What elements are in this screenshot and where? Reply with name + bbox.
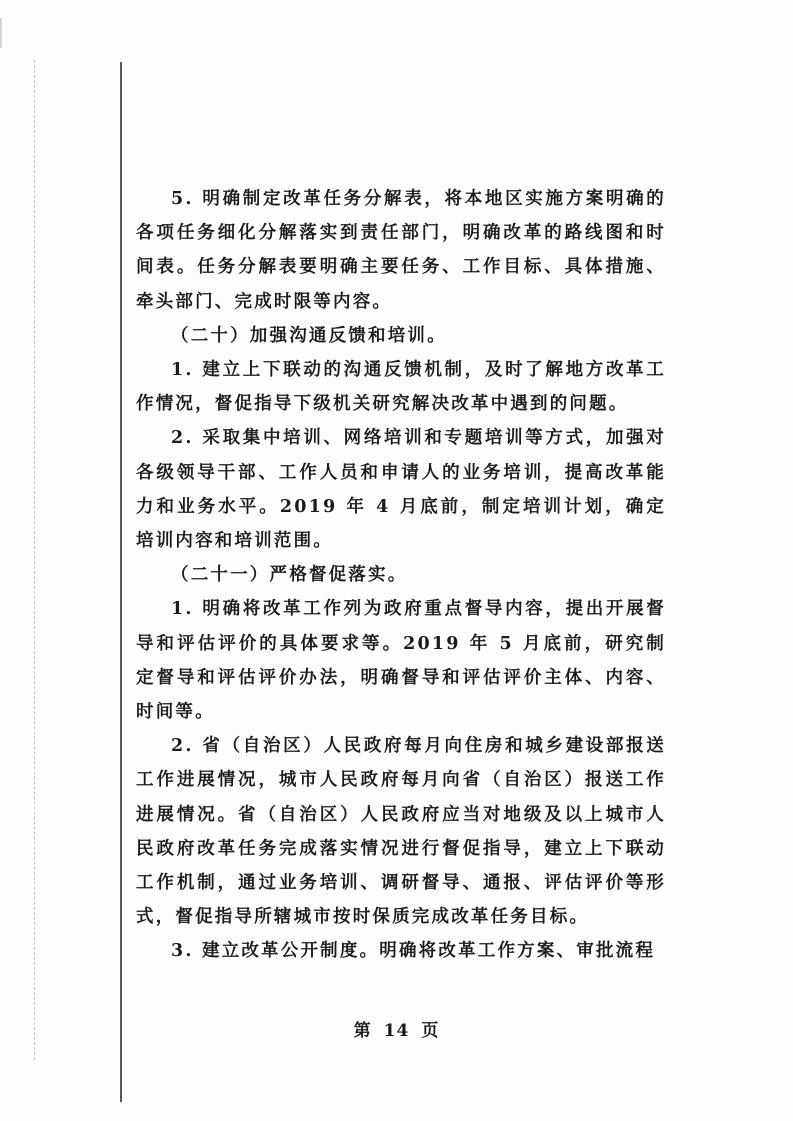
scan-edge-mark xyxy=(0,18,12,48)
binding-margin-line xyxy=(120,62,122,1102)
paragraph-item-5: 5. 明确制定改革任务分解表，将本地区实施方案明确的各项任务细化分解落实到责任部门，明确改革的路线图和时间表。任务分解表要明确主要任务、工作目标、具体措施、牵头部门、完成时限等内容。 xyxy=(136,189,666,312)
paragraph-item-2: 2. 采取集中培训、网络培训和专题培训等方式，加强对各级领导干部、工作人员和申请人的业务培训，提高改革能力和业务水平。2019 年 4 月底前，制定培训计划，确定培训内容和培训范围。 xyxy=(136,428,666,552)
paragraph-item-3: 3. 建立改革公开制度。明确将改革工作方案、审批流程 xyxy=(171,941,656,962)
document-body xyxy=(136,182,666,969)
page-label-suffix: 页 xyxy=(421,1021,440,1041)
binding-hole-line xyxy=(34,60,35,1060)
section-heading-20: （二十）加强沟通反馈和培训。 xyxy=(171,325,447,346)
page-footer xyxy=(0,1016,793,1041)
page-number: 14 xyxy=(383,1021,410,1041)
paragraph-item-2: 2. 省（自治区）人民政府每月向住房和城乡建设部报送工作进展情况，城市人民政府每月向省（自治区）报送工作进展情况。省（自治区）人民政府应当对地级及以上城市人民政府改革任务完成落实情况进行督促指导，建立上下联动工作机制，通过业务培训、调研督导、通报、评估评价等形式，督促指导所辖城市按时保质完成改革任务目标。 xyxy=(136,736,666,928)
page-label-prefix: 第 xyxy=(353,1021,372,1041)
paragraph-item-1: 1. 明确将改革工作列为政府重点督导内容，提出开展督导和评估评价的具体要求等。2019 年 5 月底前，研究制定督导和评估评价办法，明确督导和评估评价主体、内容、时间等。 xyxy=(136,599,666,723)
section-heading-21: （二十一）严格督促落实。 xyxy=(171,565,408,586)
paragraph-item-1: 1. 建立上下联动的沟通反馈机制，及时了解地方改革工作情况，督促指导下级机关研究解决改革中遇到的问题。 xyxy=(136,360,666,415)
